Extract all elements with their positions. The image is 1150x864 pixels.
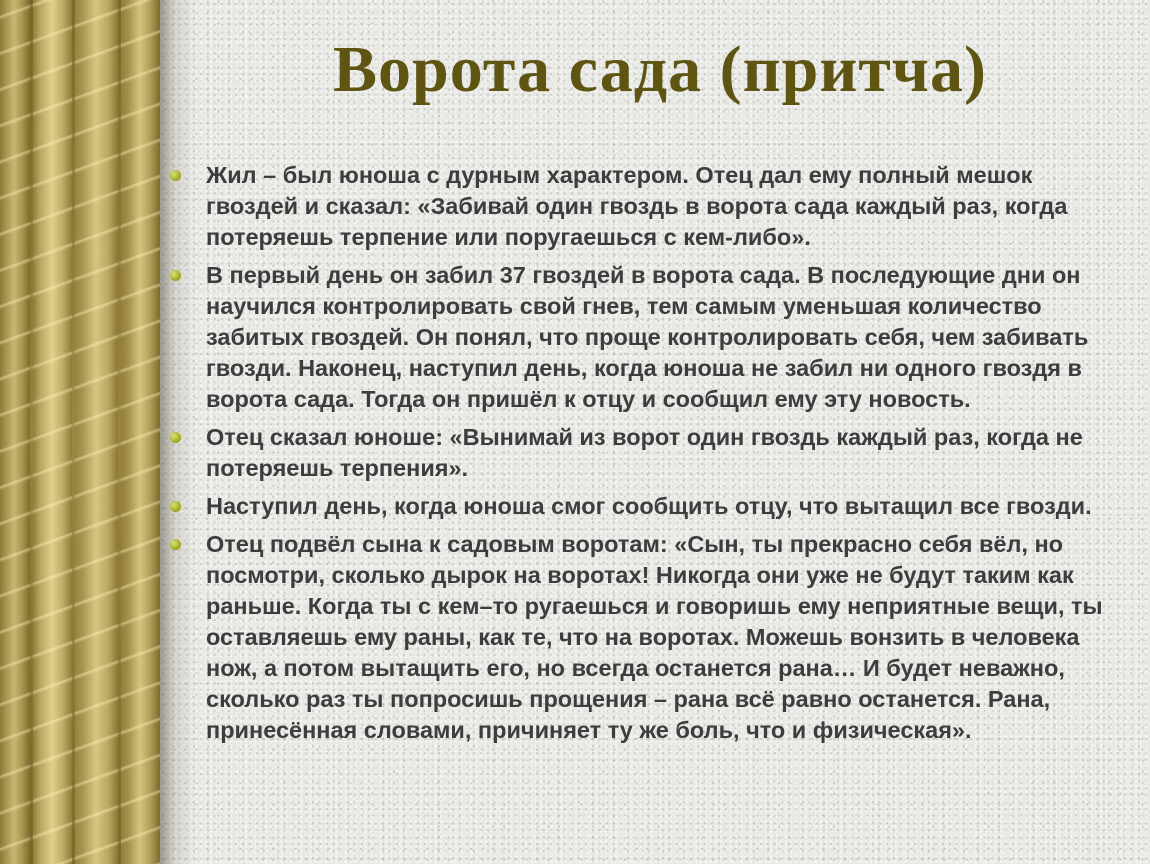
bullet-icon [170, 539, 181, 550]
list-item-text: Наступил день, когда юноша смог сообщить отцу, что вытащил все гвозди. [206, 493, 1092, 519]
slide-title: Ворота сада (притча) [333, 33, 987, 106]
decorative-gold-border [0, 0, 160, 864]
list-item [170, 529, 1130, 746]
list-item-text: Жил – был юноша с дурным характером. Отец дал ему полный мешок гвоздей и сказал: «Забивай один гвоздь в ворота сада каждый раз, когда потеряешь терпение или поругаешься с кем-либо». [206, 162, 1068, 250]
list-item-text: Отец подвёл сына к садовым воротам: «Сын, ты прекрасно себя вёл, но посмотри, сколько дырок на воротах! Никогда они уже не будут таким как раньше. Когда ты с кем–то ругаешься и говоришь ему неприятные вещи, ты оставляешь ему раны, как те, что на воротах. Можешь вонзить в человека нож, а потом вытащить его, но всегда останется рана… И будет неважно, сколько раз ты попросишь прощения – рана всё равно останется. Рана, принесённая словами, причиняет ту же боль, что и физическая». [206, 531, 1103, 743]
bullet-icon [170, 501, 181, 512]
list-item-text: В первый день он забил 37 гвоздей в ворота сада. В последующие дни он научился контролировать свой гнев, тем самым уменьшая количество забитых гвоздей. Он понял, что проще контролировать себя, чем забивать гвозди. Наконец, наступил день, когда юноша не забил ни одного гвоздя в ворота сада. Тогда он пришёл к отцу и сообщил ему эту новость. [206, 262, 1089, 412]
list-item [170, 422, 1130, 484]
border-stripe [30, 0, 33, 864]
list-item [170, 491, 1130, 522]
bullet-icon [170, 432, 181, 443]
list-item [170, 260, 1130, 415]
bullet-icon [170, 270, 181, 281]
list-item-text: Отец сказал юноше: «Вынимай из ворот один гвоздь каждый раз, когда не потеряешь терпения». [206, 424, 1083, 481]
list-item [170, 160, 1130, 253]
border-stripe [72, 0, 75, 864]
bullet-icon [170, 170, 181, 181]
border-stripe [118, 0, 121, 864]
bullet-list [170, 160, 1130, 753]
